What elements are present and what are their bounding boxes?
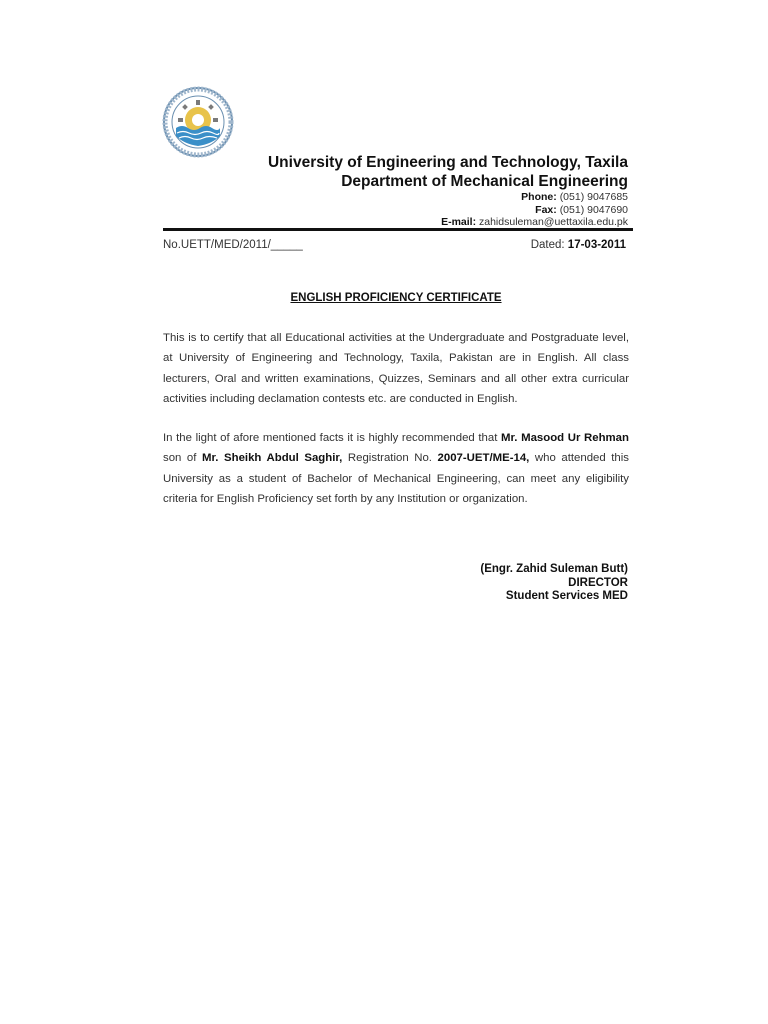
paragraph-two-part2: son of [163, 452, 202, 465]
email-label: E-mail: [441, 216, 477, 228]
university-name: University of Engineering and Technology, Taxila [267, 154, 628, 171]
dated-value: 17-03-2011 [567, 239, 626, 251]
paragraph-two [163, 428, 629, 509]
paragraph-two-part4: who attended this University as a student of Bachelor of Mechanical Engineering, can meet any eligibility criteria for English Proficiency set forth by any Institution or organization. [163, 452, 629, 505]
signatory-name: (Engr. Zahid Suleman Butt) [480, 563, 628, 575]
phone-line [208, 191, 628, 204]
fax-line [208, 204, 628, 217]
student-name: Mr. Masood Ur Rehman [501, 432, 629, 444]
letterhead [208, 153, 628, 229]
phone-value: (051) 9047685 [559, 191, 628, 203]
reference-number: No.UETT/MED/2011/_____ [163, 239, 303, 251]
certificate-title: ENGLISH PROFICIENCY CERTIFICATE [290, 292, 502, 304]
header-divider [163, 228, 633, 231]
signature-block [480, 563, 628, 604]
registration-number: 2007-UET/ME-14, [437, 452, 530, 465]
fax-value: (051) 9047690 [559, 203, 628, 216]
father-name: Mr. Sheikh Abdul Saghir, [202, 452, 343, 465]
paragraph-two-part1: In the light of afore mentioned facts it is highly recommended that [163, 432, 501, 444]
signatory-office: Student Services MED [505, 590, 628, 602]
paragraph-one: This is to certify that all Educational activities at the Undergraduate and Postgraduate level, at University of Engineering and Technology, Taxila, Pakistan are in English. All class lecturers, Oral and written examinations, Quizzes, Seminars and all other extra curricular activities including declamation contests etc. are conducted in English. [163, 332, 629, 405]
date-line [531, 239, 626, 251]
paragraph-two-part3: Registration No. [342, 452, 438, 465]
university-logo-icon [162, 86, 234, 158]
email-value: zahidsuleman@uettaxila.edu.pk [479, 216, 628, 228]
email-line [208, 216, 628, 229]
phone-label: Phone: [521, 191, 557, 203]
fax-label: Fax: [535, 203, 557, 216]
signatory-title: DIRECTOR [568, 576, 628, 589]
department-name: Department of Mechanical Engineering [341, 173, 628, 190]
dated-label: Dated: [530, 239, 565, 251]
